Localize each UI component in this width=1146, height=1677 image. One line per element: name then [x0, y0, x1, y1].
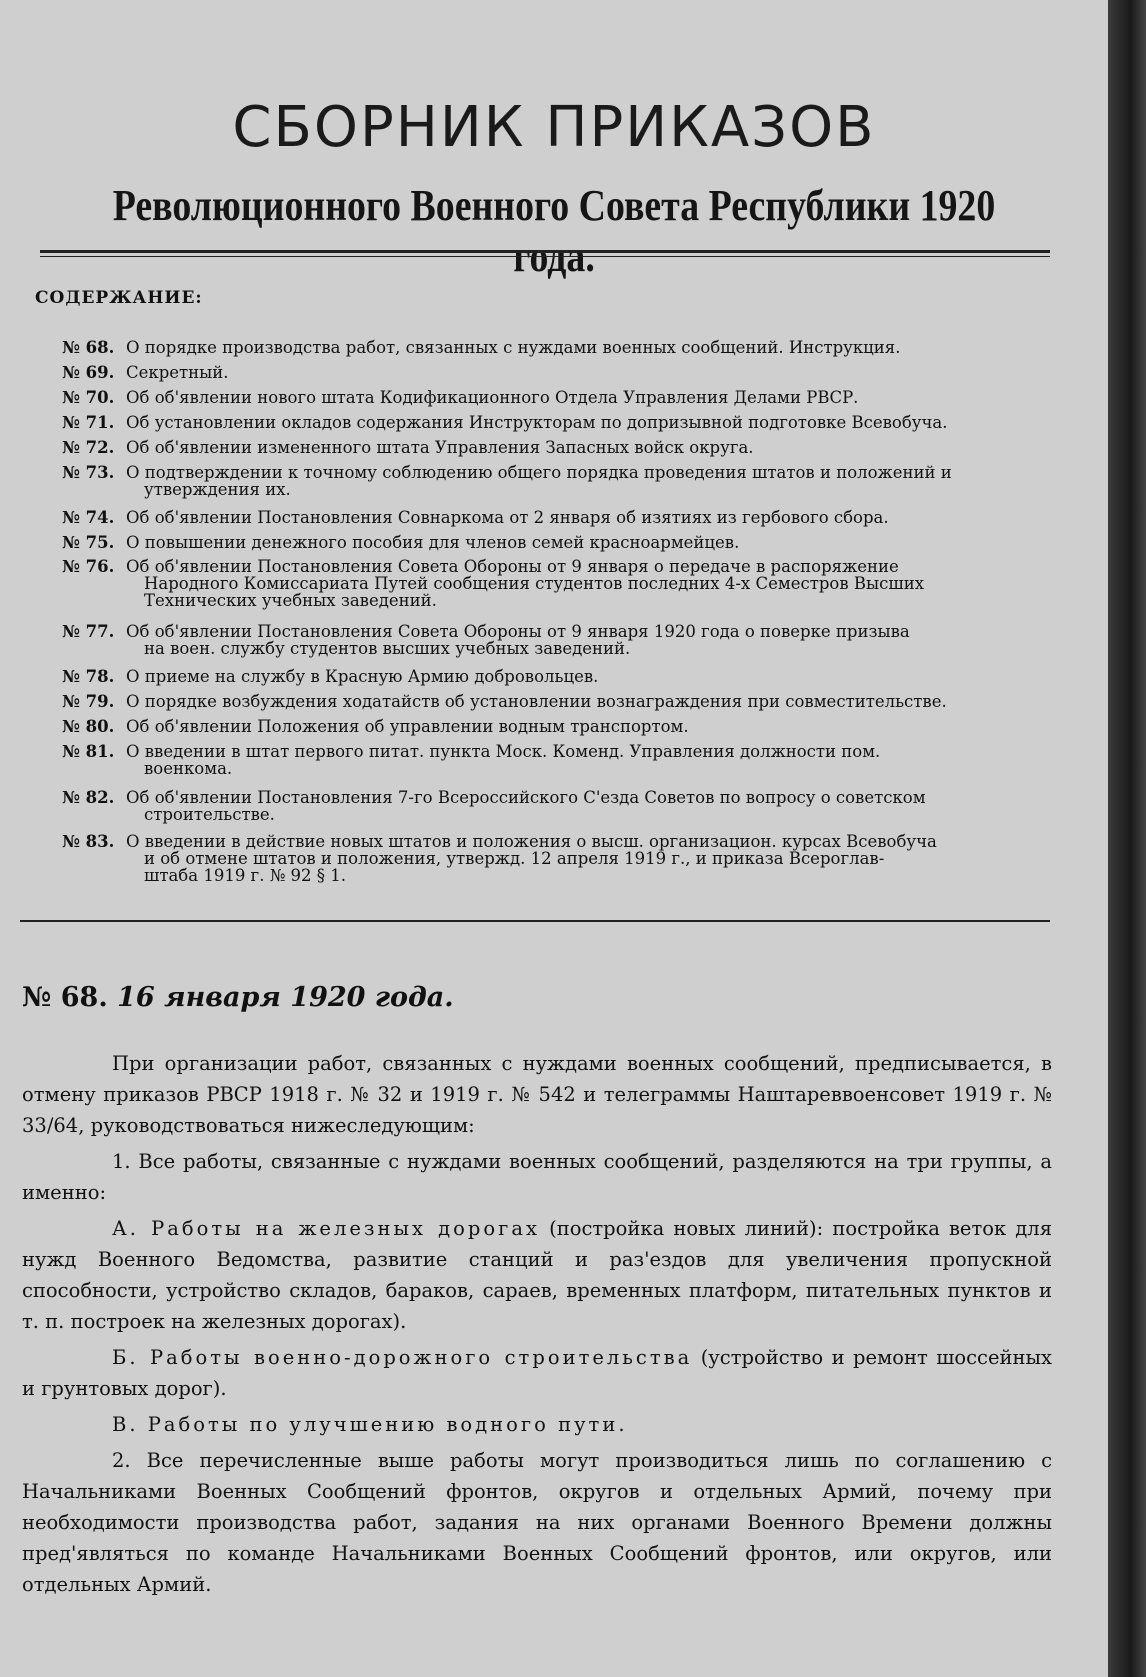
toc-number: № 70. [62, 388, 115, 407]
section-b-text: (устройство и ремонт шоссейных и грунтовых дорог). [22, 1346, 1052, 1400]
toc-number: № 71. [62, 413, 115, 432]
toc-number: № 77. [62, 622, 115, 641]
toc-text: О подтверждении к точному соблюдению общего порядка проведения штатов и положений и утверждения их. [126, 463, 952, 499]
body-paragraph-a [22, 1213, 1052, 1337]
toc-text: О порядке возбуждения ходатайств об установлении вознаграждения при совместительстве. [126, 692, 947, 711]
section-a-heading: А. Работы на железных дорогах [112, 1217, 540, 1240]
toc-text: Об установлении окладов содержания Инструкторам по допризывной подготовке Всевобуча. [126, 413, 948, 432]
toc-text: Об об'явлении Положения об управлении водным транспортом. [126, 717, 689, 736]
toc-number: № 72. [62, 438, 115, 457]
toc-number: № 81. [62, 742, 115, 761]
toc-number: № 73. [62, 463, 115, 482]
toc-text: О введении в действие новых штатов и положения о высш. организацион. курсах Всевобуча и об отмене штатов и положения, утвержд. 12 апреля 1919 г., и приказа Всероглав- штаба 1919 г. № 92 § 1. [126, 832, 937, 885]
toc-number: № 68. [62, 338, 115, 357]
toc-text: Об об'явлении нового штата Кодификационного Отдела Управления Делами РВСР. [126, 388, 859, 407]
contents-heading: СОДЕРЖАНИЕ: [35, 288, 203, 308]
toc-number: № 79. [62, 692, 115, 711]
toc-number: № 82. [62, 788, 115, 807]
body-paragraph-v: В. Работы по улучшению водного пути. [112, 1413, 628, 1436]
body-paragraph-intro: При организации работ, связанных с нуждами военных сообщений, предписывается, в отмену приказов РВСР 1918 г. № 32 и 1919 г. № 542 и телеграммы Наштареввоенсовет 1919 г. № 33/64, руководствоваться нижеследующим: [22, 1052, 1052, 1137]
toc-number: № 74. [62, 508, 115, 527]
toc-text: Секретный. [126, 363, 229, 382]
section-a-text: (постройка новых линий): постройка веток для нужд Военного Ведомства, развитие станций и раз'ездов для увеличения пропускной способности, устройство складов, бараков, сараев, временных платформ, питательных пунктов и т. п. построек на железных дорогах). [22, 1217, 1052, 1333]
order-number: № 68. [22, 982, 108, 1013]
document-subtitle: Революционного Военного Совета Республики 1920 [112, 181, 996, 230]
order-body [22, 1048, 1052, 1600]
toc-text: Об об'явлении Постановления 7-го Всероссийского С'езда Советов по вопросу о советском строительстве. [126, 788, 926, 824]
toc-text: Об об'явлении измененного штата Управления Запасных войск округа. [126, 438, 754, 457]
toc-number: № 80. [62, 717, 115, 736]
toc-text: О порядке производства работ, связанных с нуждами военных сообщений. Инструкция. [126, 338, 901, 357]
toc-number: № 69. [62, 363, 115, 382]
section-rule [20, 920, 1050, 922]
order-heading [22, 982, 454, 1013]
toc-text: Об об'явлении Постановления Совета Обороны от 9 января о передаче в распоряжение Народного Комиссариата Путей сообщения студентов последних 4-х Семестров Высших Технических учебных заведений. [126, 557, 924, 610]
book-spine [1108, 0, 1146, 1677]
toc-number: № 76. [62, 557, 115, 576]
order-date: 16 января 1920 года. [117, 982, 454, 1013]
toc-text: Об об'явлении Постановления Совета Обороны от 9 января 1920 года о поверке призыва на воен. службу студентов высших учебных заведений. [126, 622, 910, 658]
document-title: СБОРНИК ПРИКАЗОВ [232, 95, 876, 160]
body-paragraph-1: 1. Все работы, связанные с нуждами военных сообщений, разделяются на три группы, а именно: [22, 1150, 1052, 1204]
toc-text: О повышении денежного пособия для членов семей красноармейцев. [126, 533, 740, 552]
toc-number: № 75. [62, 533, 115, 552]
body-paragraph-b [22, 1342, 1052, 1404]
body-paragraph-2: 2. Все перечисленные выше работы могут производиться лишь по соглашению с Начальниками Военных Сообщений фронтов, округов и отдельных Армий, почему при необходимости производства работ, задания на них органами Военного Времени должны пред'являться по команде Начальниками Военных Сообщений фронтов, или округов, или отдельных Армий. [22, 1449, 1052, 1596]
toc-number: № 83. [62, 832, 115, 851]
toc-text: О приеме на службу в Красную Армию добровольцев. [126, 667, 599, 686]
toc-text: О введении в штат первого питат. пункта Моск. Коменд. Управления должности пом. военкома. [126, 742, 881, 778]
toc-number: № 78. [62, 667, 115, 686]
toc-text: Об об'явлении Постановления Совнаркома от 2 января об изятиях из гербового сбора. [126, 508, 889, 527]
section-b-heading: Б. Работы военно-дорожного строительства [112, 1346, 693, 1369]
